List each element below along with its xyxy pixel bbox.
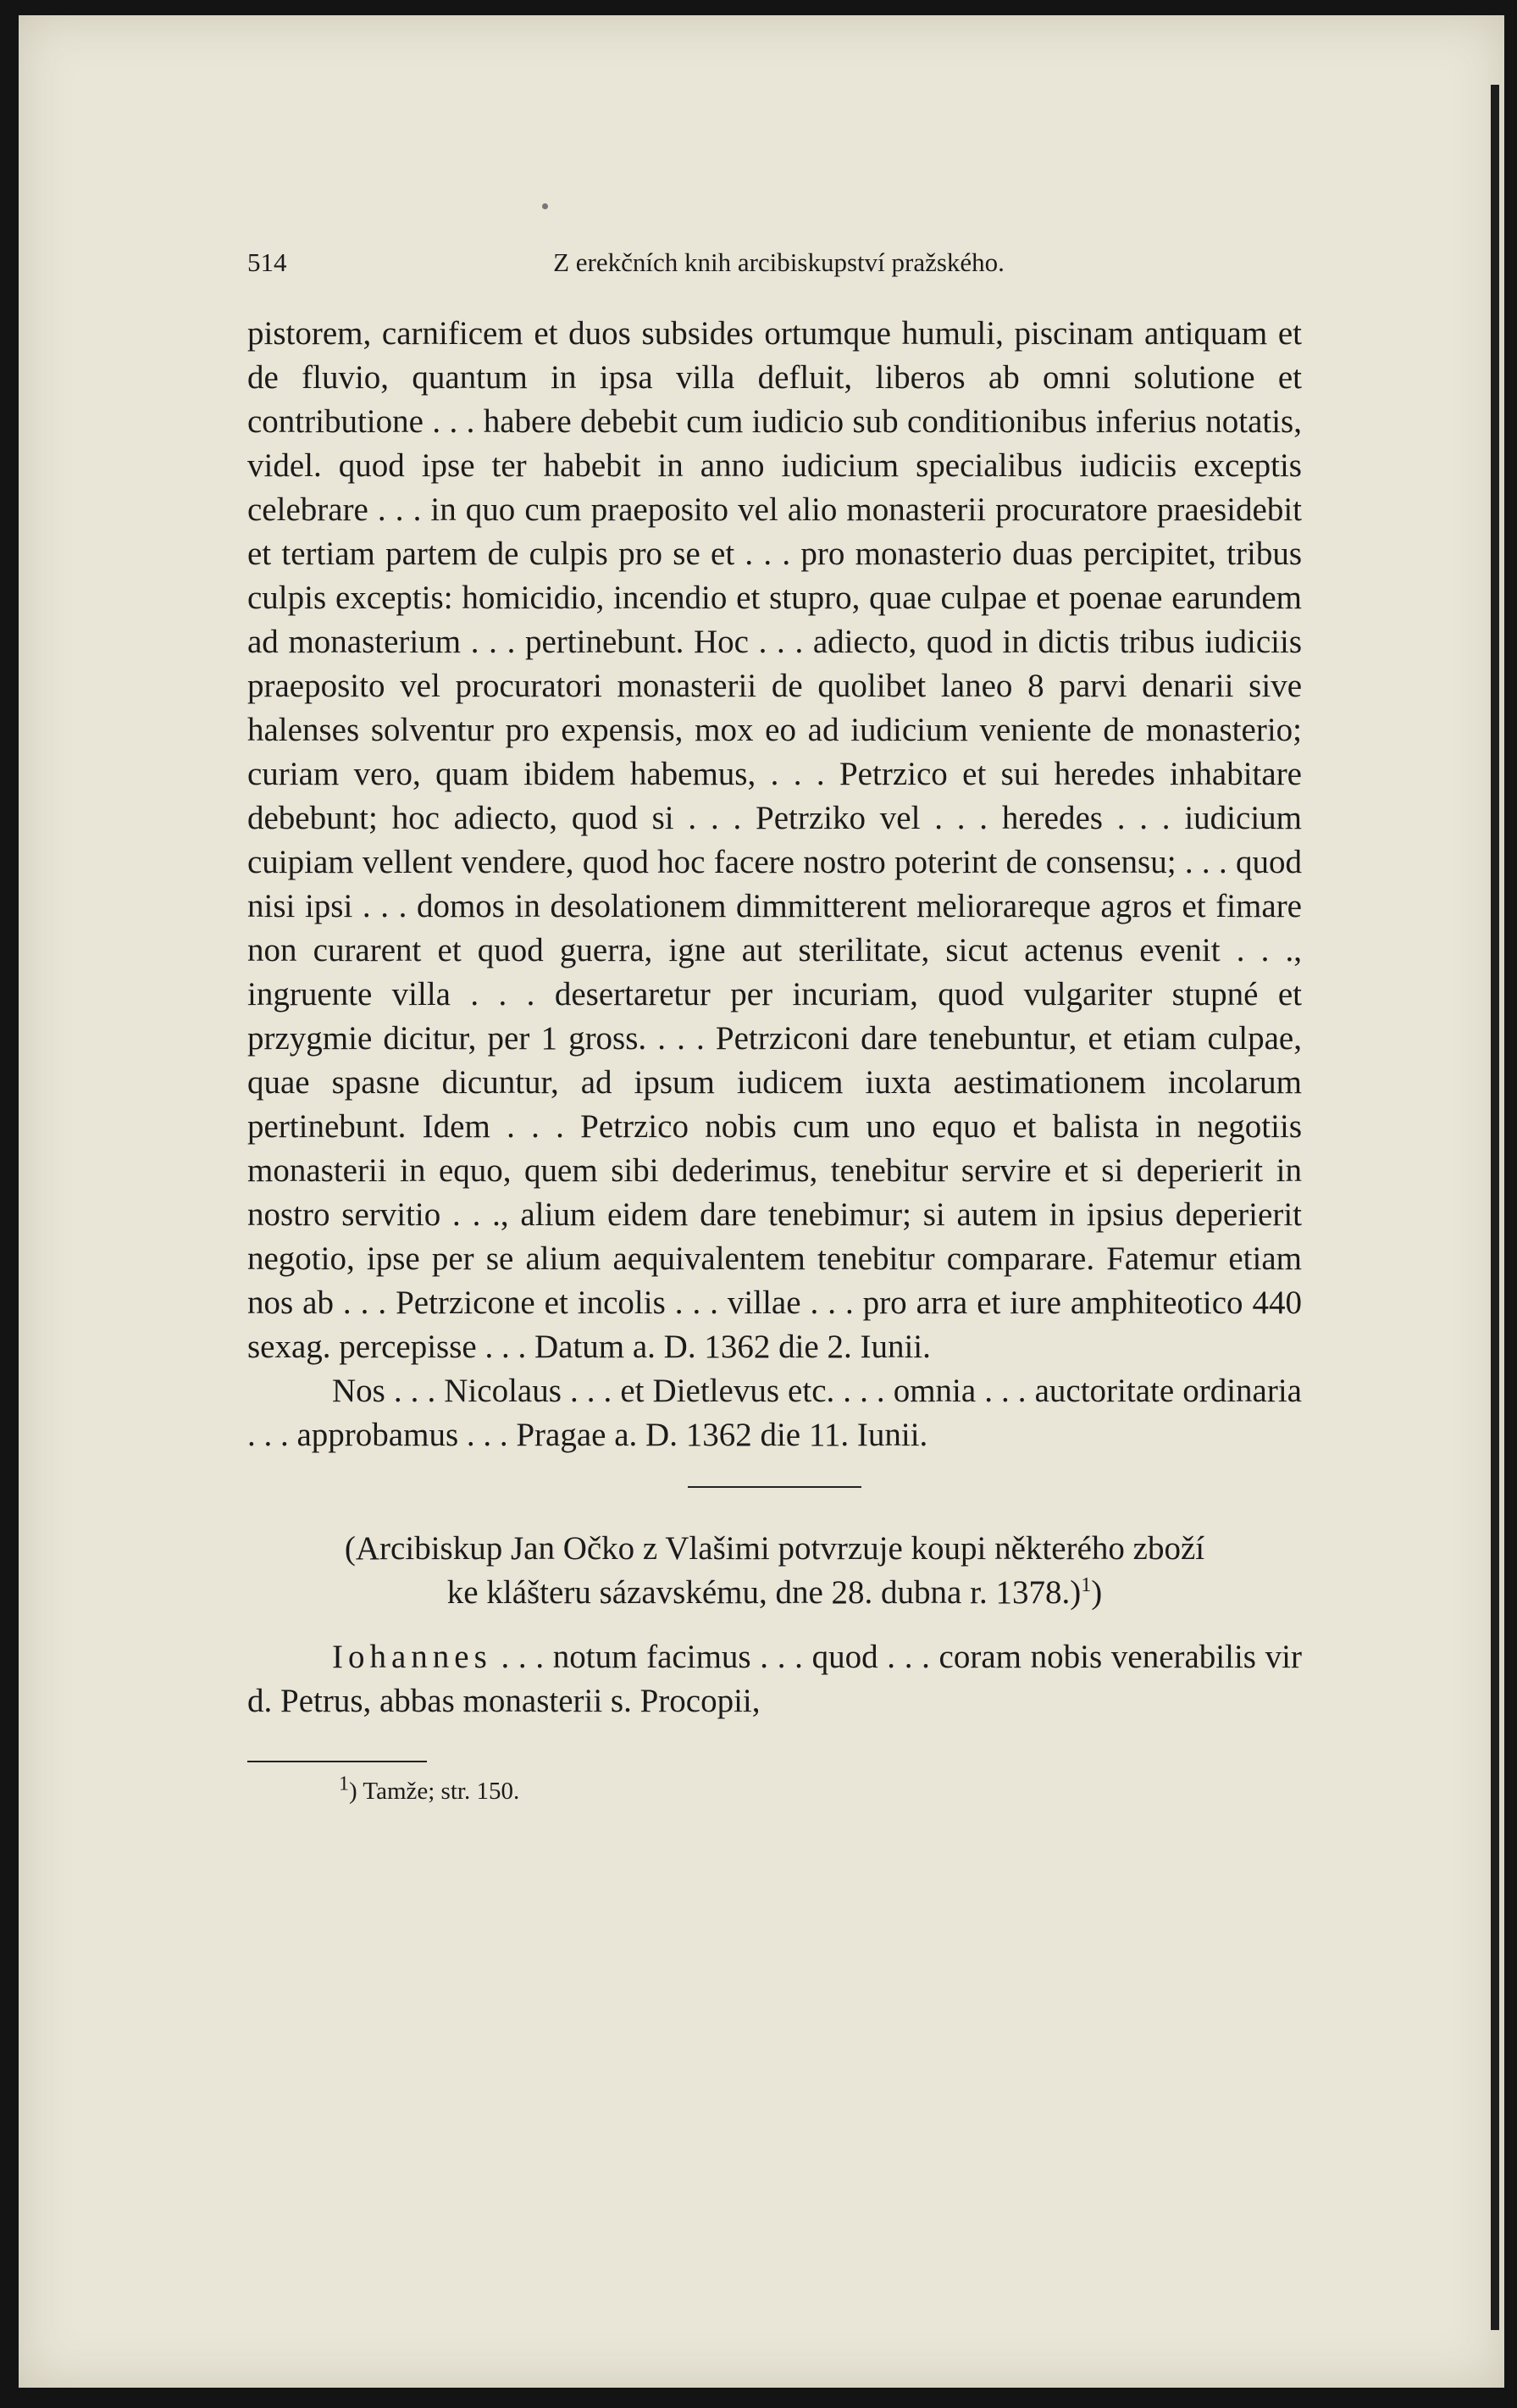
print-speck (542, 203, 548, 209)
footnote-reference[interactable]: 1 (1081, 1574, 1092, 1596)
document-heading-close-paren: ) (1091, 1574, 1103, 1611)
document-heading-line-1: (Arcibiskup Jan Očko z Vlašimi potvrzuje koupi některého zboží (344, 1530, 1205, 1567)
document-opening-paragraph (247, 1635, 1302, 1723)
footnote-text: ) Tamže; str. 150. (349, 1778, 520, 1805)
opening-text: . . . notum facimus . . . quod . . . coram nobis venerabilis vir d. Petrus, abbas monasterii s. Procopii, (247, 1639, 1302, 1719)
page-number: 514 (247, 247, 287, 277)
document-heading-line-2: ke klášteru sázavskému, dne 28. dubna r. 1378.) (446, 1574, 1082, 1611)
section-separator (688, 1486, 861, 1488)
page-content (247, 247, 1302, 1808)
document-heading (247, 1527, 1302, 1615)
footnote (247, 1774, 1302, 1808)
footnote-rule (247, 1761, 427, 1762)
opening-word: Iohannes (332, 1639, 492, 1675)
body-paragraph-1: pistorem, carnificem et duos subsides ortumque humuli, piscinam antiquam et de fluvio, quantum in ipsa villa defluit, liberos ab omni solutione et contributione . . . habere debebit cum iudicio sub conditionibus inferius notatis, videl. quod ipse ter habebit in anno iudicium specialibus iudiciis exceptis celebrare . . . in quo cum praeposito vel alio monasterii procuratore praesidebit et tertiam partem de culpis pro se et . . . pro monasterio duas percipitet, tribus culpis exceptis: homicidio, incendio et stupro, quae culpae et poenae earundem ad monasterium . . . pertinebunt. Hoc . . . adiecto, quod in dictis tribus iudiciis praeposito vel procuratori monasterii de quolibet laneo 8 parvi denarii sive halenses solventur pro expensis, mox eo ad iudicium veniente de monasterio; curiam vero, quam ibidem habemus, . . . Petrzico et sui heredes inhabitare debebunt; hoc adiecto, quod si . . . Petrziko vel . . . heredes . . . iudicium cuipiam vellent vendere, quod hoc facere nostro poterint de consensu; . . . quod nisi ipsi . . . domos in desolationem dimmitterent meliorareque agros et fimare non curarent et quod guerra, igne aut sterilitate, sicut actenus evenit . . ., ingruente villa . . . desertaretur per incuriam, quod vulgariter stupné et przygmie dicitur, per 1 gross. . . . Petrziconi dare tenebuntur, et etiam culpae, quae spasne dicuntur, ad ipsum iudicem iuxta aestimationem incolarum pertinebunt. Idem . . . Petrzico nobis cum uno equo et balista in negotiis monasterii in equo, quem sibi dederimus, tenebitur servire et si deperierit in nostro servitio . . ., alium eidem dare tenebimur; si autem in ipsius deperierit negotio, ipse per se alium aequivalentem tenebitur comparare. Fatemur etiam nos ab . . . Petrzicone et incolis . . . villae . . . pro arra et iure amphiteotico 440 sexag. percepisse . . . Datum a. D. 1362 die 2. Iunii. (247, 315, 1302, 1365)
body-paragraph-2: Nos . . . Nicolaus . . . et Dietlevus etc. . . . omnia . . . auctoritate ordinaria . . . approbamus . . . Pragae a. D. 1362 die 11. Iunii. (247, 1373, 1302, 1453)
page-header (247, 247, 1302, 286)
running-title: Z erekčních knih arcibiskupství pražského. (553, 247, 1005, 277)
page-edge-shadow (1491, 85, 1499, 2330)
footnote-marker: 1 (339, 1773, 349, 1795)
